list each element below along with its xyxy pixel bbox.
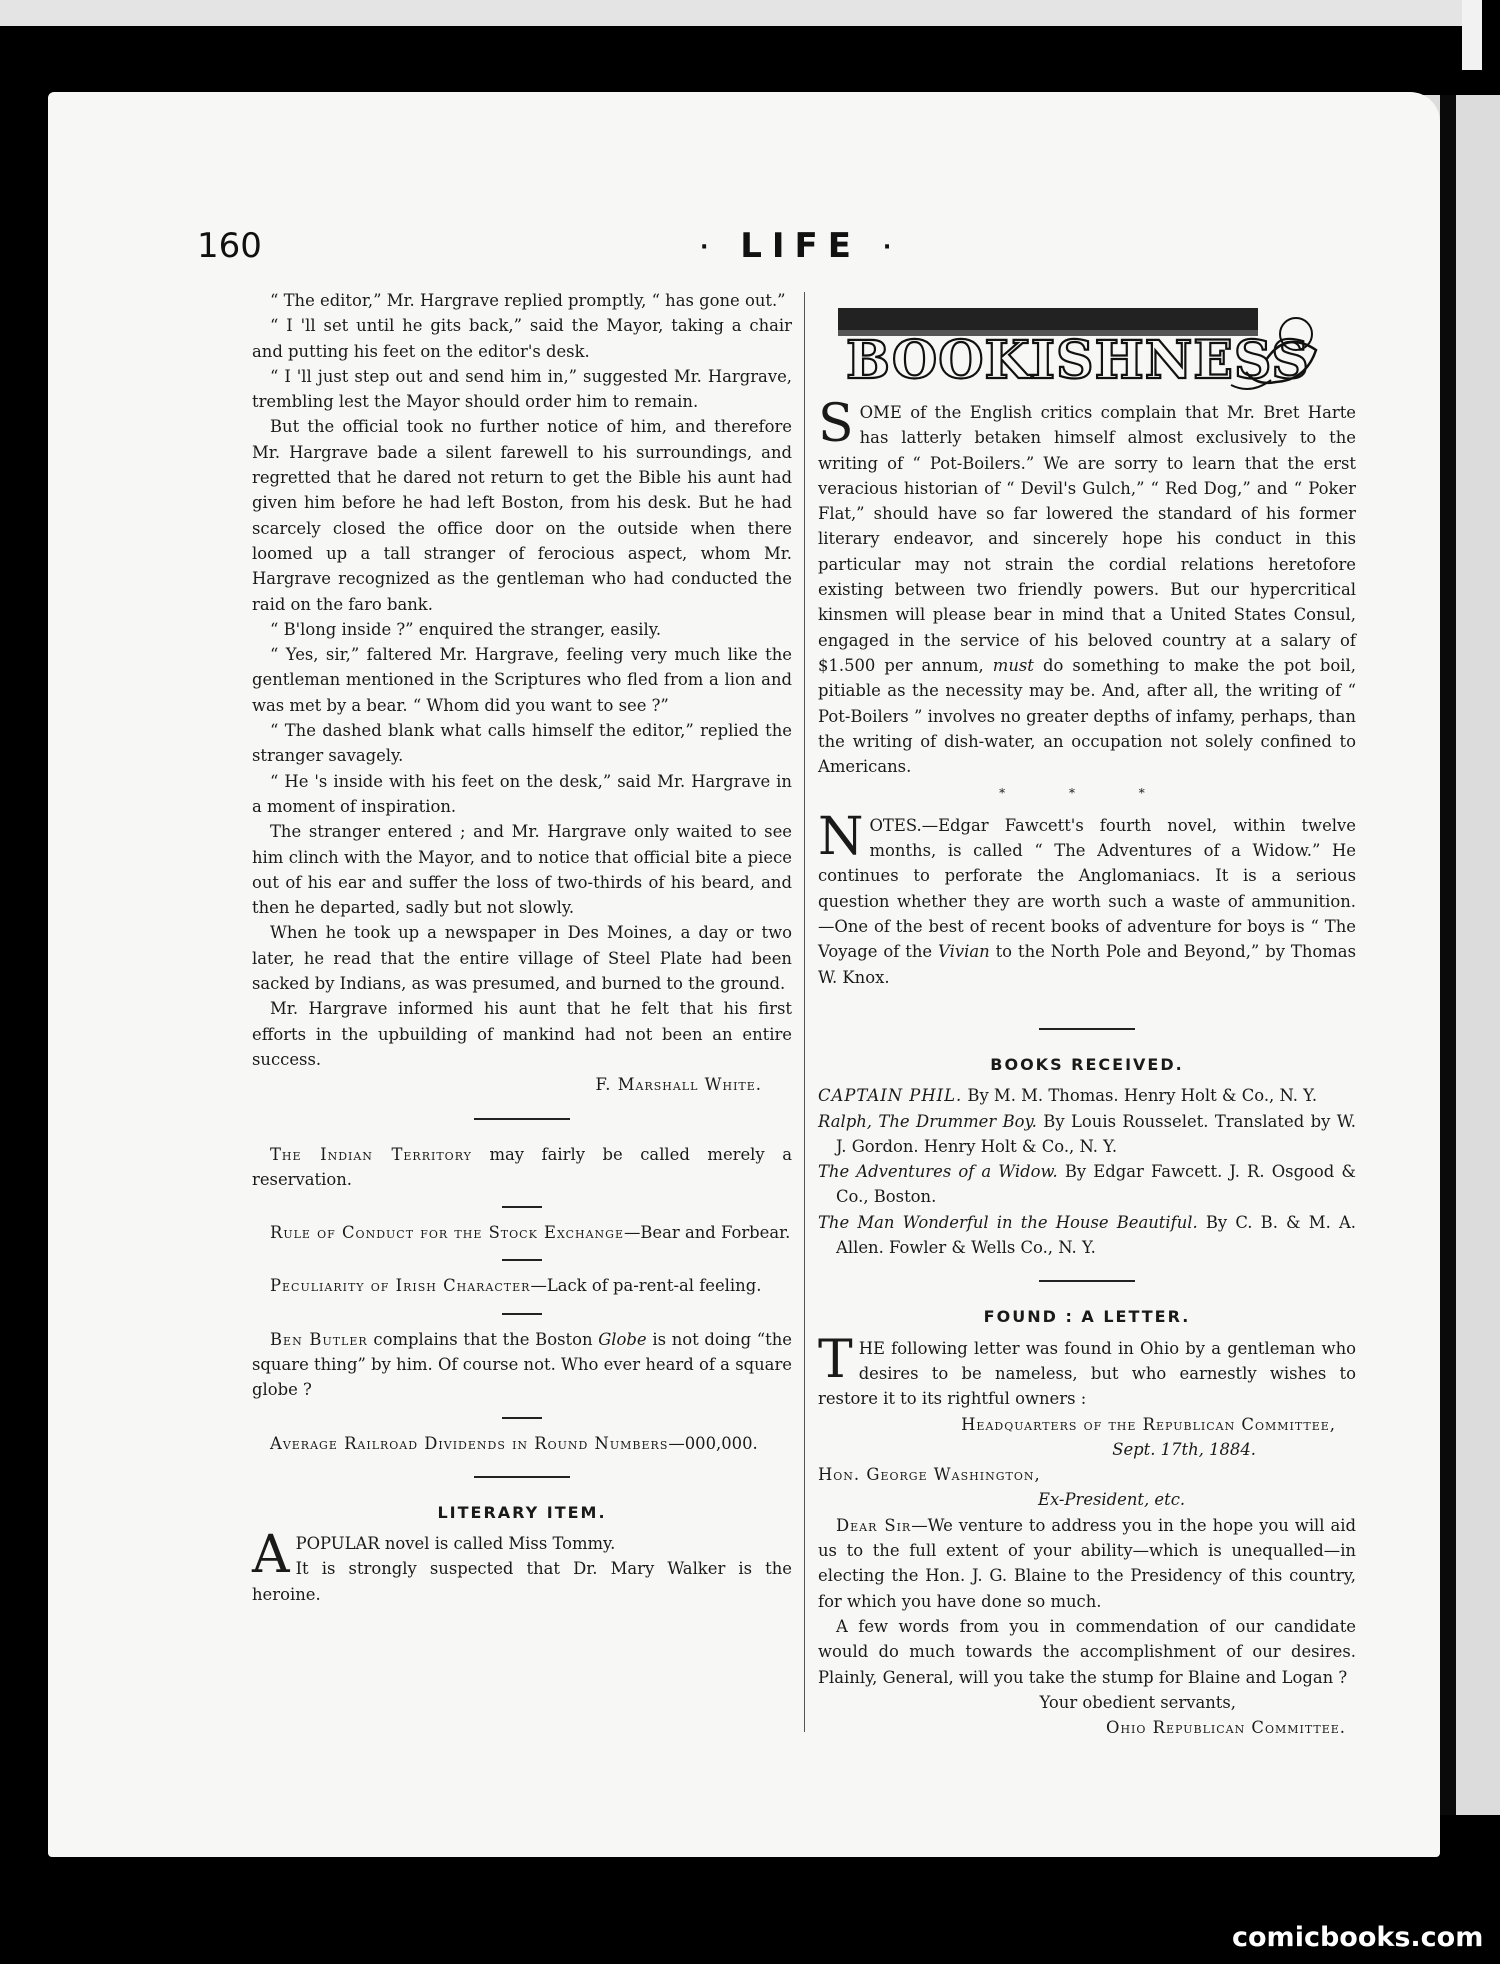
quip-lead: Average Railroad Dividends in Round Numbers: [270, 1433, 669, 1453]
letter-addressee-title: Ex-President, etc.: [1038, 1490, 1186, 1510]
story-paragraph: But the official took no further notice of him, and therefore Mr. Hargrave bade a silent farewell to his surroundings, and regretted that he dared not return to get the Bible his aunt had given him before he had left Boston, from his desk. But he had scarcely closed the office door on the outside when there loomed up a tall stranger of ferocious aspect, whom Mr. Hargrave recognized as the gentleman who had conducted the raid on the faro bank.: [252, 417, 792, 614]
page-number: 160: [197, 226, 262, 266]
quip-railroad: [252, 1431, 792, 1456]
left-column: [252, 288, 792, 1607]
story-paragraph: “ I 'll set until he gits back,” said the Mayor, taking a chair and putting his feet on the editor's desk.: [252, 316, 792, 361]
quip-italic: Globe: [598, 1329, 647, 1349]
section-rule: [1039, 1028, 1135, 1030]
book-details: By Louis Rousselet. Translated by W. J. Gordon. Henry Holt & Co., N. Y.: [836, 1111, 1356, 1156]
book-title: The Man Wonderful in the House Beautiful.: [818, 1212, 1198, 1232]
story-paragraph: “ I 'll just step out and send him in,” suggested Mr. Hargrave, trembling lest the Mayor should order him to remain.: [252, 366, 792, 412]
letter-addressee: Hon. George Washington,: [818, 1465, 1041, 1485]
column-divider: [804, 292, 805, 1732]
story-paragraph: The stranger entered ; and Mr. Hargrave only waited to see him clinch with the Mayor, and to notice that official bite a piece out of his ear and suffer the loss of two-thirds of his beard, and then he departed, sadly but not slowly.: [252, 822, 792, 918]
book-entry: [818, 1109, 1356, 1160]
bookishness-banner: [826, 300, 1336, 400]
story-paragraph: “ The dashed blank what calls himself the editor,” replied the stranger savagely.: [252, 721, 792, 766]
section-stars: * * *: [999, 786, 1175, 801]
quip-text: —000,000.: [668, 1433, 758, 1453]
literary-line: It is strongly suspected that Dr. Mary Walker is the heroine.: [252, 1559, 792, 1604]
book-entry: [818, 1083, 1356, 1108]
notes-text: to the North Pole and Beyond,” by Thomas W. Knox.: [818, 942, 1356, 987]
masthead-title: LIFE: [740, 226, 861, 266]
letter-signer: Ohio Republican Committee.: [1106, 1718, 1346, 1738]
letter-salutation: Dear Sir: [836, 1515, 912, 1535]
drop-cap: N: [818, 806, 864, 867]
letter-closing: Your obedient servants,: [1039, 1692, 1236, 1712]
quip-lead: The Indian Territory: [270, 1144, 472, 1164]
letter-intro: [818, 1329, 1356, 1412]
masthead-dot-left: ·: [700, 235, 719, 260]
letter-date: Sept. 17th, 1884.: [1112, 1439, 1256, 1459]
bookishness-paragraph: [818, 394, 1356, 779]
banner-title: BOOKISHNESS: [846, 330, 1310, 391]
bookish-text: do something to make the pot boil, pitiable as the necessity may be. And, after all, the writing of “ Pot-Boilers ” involves no greater depths of infamy, perhaps, than the writing of dish-water, an occupation not solely confined to Americans.: [818, 655, 1356, 777]
banner-ornament-bar: [838, 308, 1258, 330]
notes-text: OTES.—Edgar Fawcett's fourth novel, within twelve months, is called “ The Adventures of a Widow.” He continues to perforate the Anglomaniacs. It is a serious question whether they are worth such a waste of ammunition. —One of the best of recent books of adventure for boys is “ The Voyage of the: [818, 815, 1356, 962]
quip-text: complains that the Boston: [367, 1329, 599, 1349]
bookish-italic: must: [992, 655, 1034, 675]
quip-rule: [502, 1313, 542, 1315]
literary-line: POPULAR novel is called Miss Tommy.: [295, 1534, 616, 1554]
literary-item-heading: LITERARY ITEM.: [437, 1502, 607, 1522]
book-details: By M. M. Thomas. Henry Holt & Co., N. Y.: [962, 1086, 1318, 1106]
book-entry: [818, 1159, 1356, 1210]
quip-text: may fairly be called merely a reservation.: [252, 1144, 792, 1189]
quip-irish-character: [252, 1273, 792, 1298]
bookish-text: OME of the English critics complain that Mr. Bret Harte has latterly betaken himself almost exclusively to the writing of “ Pot-Boilers.” We are sorry to learn that the erst veracious historian of “ Devil's Gulch,” “ Red Dog,” and “ Poker Flat,” should have so far lowered the standard of his former literary endeavor, and sincerely hope his conduct in this particular may not strain the cordial relations heretofore existing between two friendly powers. But our hypercritical kinsmen will please bear in mind that a United States Consul, engaged in the service of his beloved country at a salary of $1.500 per annum,: [818, 403, 1356, 675]
drop-cap: S: [818, 394, 854, 454]
notes-paragraph: [818, 806, 1356, 990]
quip-lead: Ben Butler: [270, 1329, 368, 1349]
book-title: The Adventures of a Widow.: [818, 1162, 1058, 1182]
story-paragraph: “ Yes, sir,” faltered Mr. Hargrave, feeling very much like the gentleman mentioned in the Scriptures who fled from a lion and was met by a bear. “ Whom did you want to see ?”: [252, 645, 792, 715]
letter-body: [818, 1513, 1356, 1614]
section-rule: [474, 1476, 570, 1478]
quip-lead: Peculiarity of Irish Character: [270, 1276, 531, 1296]
letter-headquarters: Headquarters of the Republican Committee,: [961, 1414, 1336, 1434]
right-column-top: [818, 394, 1356, 990]
quip-stock-exchange: [252, 1220, 792, 1245]
top-page-edge: [0, 0, 1462, 26]
quip-text: —Bear and Forbear.: [624, 1223, 791, 1243]
book-title: Ralph, The Drummer Boy.: [818, 1111, 1037, 1131]
letter-intro-text: HE following letter was found in Ohio by a gentleman who desires to be nameless, but who earnestly wishes to restore it to its rightful owners :: [818, 1338, 1356, 1409]
book-title: CAPTAIN PHIL.: [818, 1086, 963, 1106]
quip-lead: Rule of Conduct for the Stock Exchange: [270, 1223, 624, 1243]
story-signature: F. Marshall White.: [595, 1075, 762, 1095]
section-rule: [474, 1118, 570, 1120]
binding-shadow: [1440, 95, 1456, 1815]
book-entry: [818, 1210, 1356, 1261]
book-details: By C. B. & M. A. Allen. Fowler & Wells Co., N. Y.: [836, 1212, 1356, 1258]
quip-rule: [502, 1259, 542, 1261]
book-details: By Edgar Fawcett. J. R. Osgood & Co., Boston.: [836, 1162, 1357, 1207]
masthead-dot-right: ·: [882, 235, 902, 260]
literary-item-text: [252, 1525, 792, 1607]
found-letter-heading: FOUND : A LETTER.: [983, 1307, 1191, 1327]
story-paragraph: When he took up a newspaper in Des Moines, a day or two later, he read that the entire village of Steel Plate had been sacked by Indians, as was presumed, and burned to the ground.: [252, 923, 792, 994]
watermark: comicbooks.com: [1232, 1922, 1484, 1953]
notes-italic: Vivian: [938, 942, 990, 962]
drop-cap: A: [252, 1525, 290, 1586]
quip-text: —Lack of pa-rent-al feeling.: [530, 1276, 762, 1296]
page-fold: [1462, 0, 1482, 70]
right-column-bottom: [818, 1008, 1356, 1740]
story-paragraph: “ B'long inside ?” enquired the stranger, easily.: [270, 619, 662, 639]
quip-ben-butler: [252, 1327, 792, 1403]
quip-text: is not doing “the square thing” by him. Of course not. Who ever heard of a square globe ?: [252, 1329, 792, 1400]
drop-cap: T: [818, 1329, 853, 1390]
quip-rule: [502, 1206, 542, 1208]
story-paragraph: “ The editor,” Mr. Hargrave replied promptly, “ has gone out.”: [270, 291, 786, 310]
quip-indian-territory: [252, 1142, 792, 1193]
quip-rule: [502, 1417, 542, 1419]
story-paragraph: “ He 's inside with his feet on the desk,” said Mr. Hargrave in a moment of inspiration.: [252, 771, 792, 816]
books-received-heading: BOOKS RECEIVED.: [990, 1055, 1184, 1074]
masthead: [700, 226, 901, 266]
section-rule: [1039, 1280, 1135, 1282]
letter-body: A few words from you in commendation of our candidate would do much towards the accomplishment of our desires. Plainly, General, will you take the stump for Blaine and Logan ?: [818, 1616, 1356, 1687]
story-paragraph: Mr. Hargrave informed his aunt that he felt that his first efforts in the upbuilding of mankind had not been an entire success.: [252, 999, 792, 1069]
letter-body-text: —We venture to address you in the hope you will aid us to the full extent of your ability—which is unequalled—in electing the Hon. J. G. Blaine to the Presidency of this country, for which you have done so much.: [818, 1515, 1357, 1611]
